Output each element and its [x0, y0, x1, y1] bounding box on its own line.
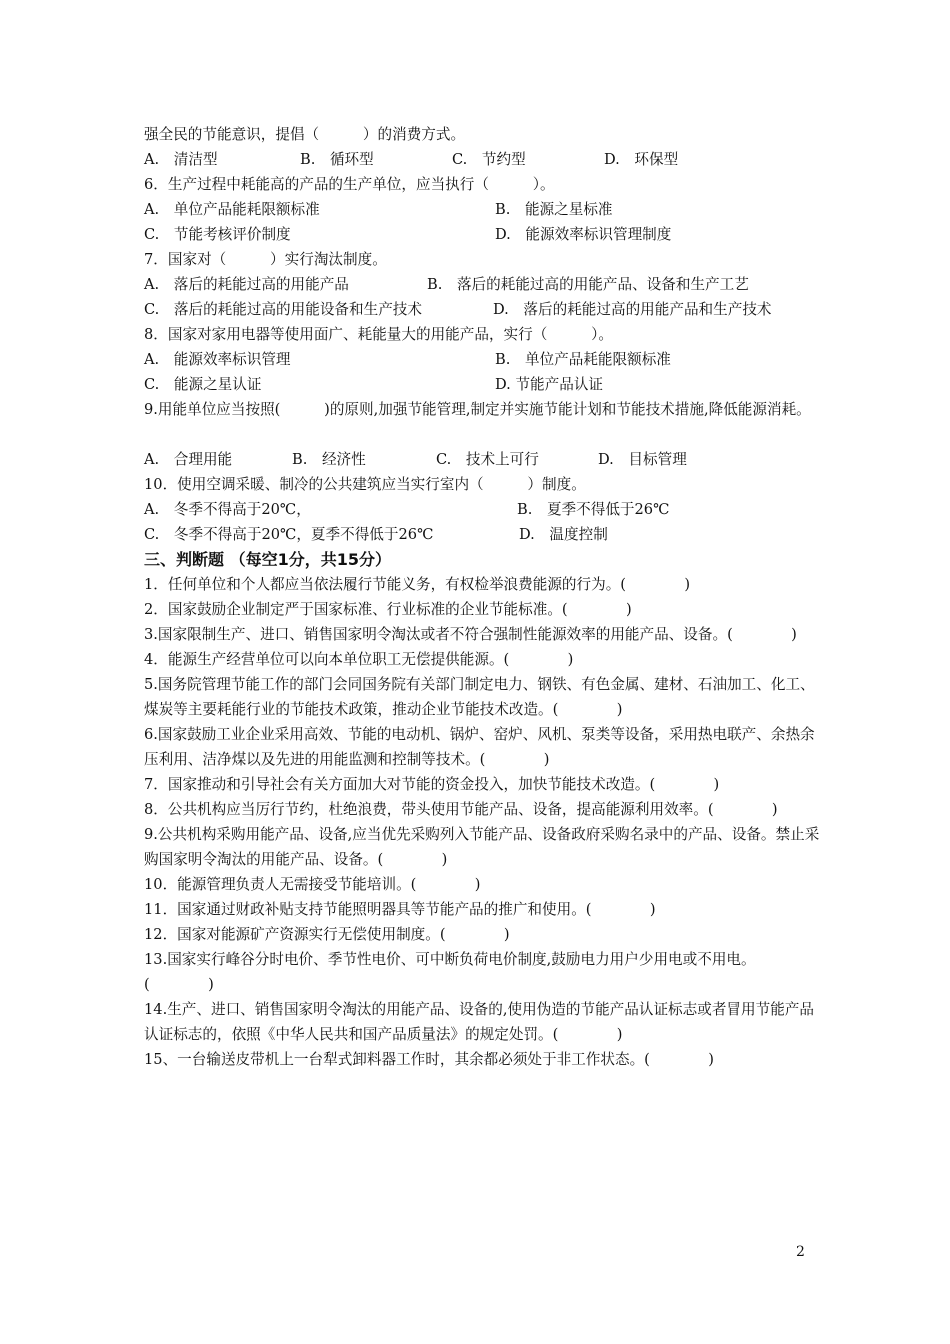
option-c: C. 技术上可行: [436, 451, 539, 468]
tf-item-11: 11．国家通过财政补贴支持节能照明器具等节能产品的推广和使用。( ): [144, 901, 656, 918]
question-8-options-row1: [144, 347, 824, 372]
option-b: B. 单位产品耗能限额标准: [495, 351, 671, 368]
option-b: B. 经济性: [292, 451, 366, 468]
option-b: B. 落后的耗能过高的用能产品、设备和生产工艺: [427, 276, 749, 293]
question-8: 8．国家对家用电器等使用面广、耗能量大的用能产品，实行（ ）。: [144, 326, 613, 343]
option-a: A. 落后的耗能过高的用能产品: [144, 276, 349, 293]
option-c: C. 能源之星认证: [144, 376, 262, 393]
option-a: A. 清洁型: [144, 151, 218, 168]
tf-item-9: 9.公共机构采购用能产品、设备,应当优先采购列入节能产品、设备政府采购名录中的产品、设备。禁止采购国家明令淘汰的用能产品、设备。( ): [144, 826, 820, 868]
tf-item-8: 8．公共机构应当厉行节约，杜绝浪费，带头使用节能产品、设备，提高能源利用效率。( ): [144, 801, 778, 818]
question-9-options: [144, 447, 824, 472]
option-a: A. 能源效率标识管理: [144, 351, 291, 368]
question-10-options-row1: [144, 497, 824, 522]
question-5-continuation: 强全民的节能意识，提倡（ ）的消费方式。: [144, 126, 466, 143]
option-a: A. 冬季不得高于20℃，: [144, 501, 311, 518]
option-b: B. 能源之星标准: [495, 201, 613, 218]
page-number: 2: [796, 1244, 805, 1260]
option-b: B. 循环型: [300, 151, 374, 168]
question-8-options-row2: [144, 372, 824, 397]
tf-item-14: 14.生产、进口、销售国家明令淘汰的用能产品、设备的,使用伪造的节能产品认证标志或者冒用节能产品认证标志的，依照《中华人民共和国产品质量法》的规定处罚。( ): [144, 1001, 814, 1043]
page-content: [144, 122, 824, 1072]
question-6-options-row2: [144, 222, 824, 247]
tf-item-10: 10．能源管理负责人无需接受节能培训。( ): [144, 876, 481, 893]
option-b: B. 夏季不得低于26℃: [517, 501, 670, 518]
question-9: 9.用能单位应当按照( )的原则,加强节能管理,制定并实施节能计划和节能技术措施,降低能源消耗。: [144, 401, 811, 418]
question-6-options-row1: [144, 197, 824, 222]
question-10: 10．使用空调采暖、制冷的公共建筑应当实行室内（ ）制度。: [144, 476, 586, 493]
tf-item-2: 2．国家鼓励企业制定严于国家标准、行业标准的企业节能标准。( ): [144, 601, 632, 618]
tf-item-1: 1．任何单位和个人都应当依法履行节能义务，有权检举浪费能源的行为。( ): [144, 576, 691, 593]
question-10-options-row2: [144, 522, 824, 547]
option-d: D. 环保型: [604, 151, 679, 168]
question-5-options: [144, 147, 824, 172]
tf-item-3: 3.国家限制生产、进口、销售国家明令淘汰或者不符合强制性能源效率的用能产品、设备。( ): [144, 626, 797, 643]
option-c: C. 落后的耗能过高的用能设备和生产技术: [144, 301, 422, 318]
option-a: A. 单位产品能耗限额标准: [144, 201, 320, 218]
question-7: 7．国家对（ ）实行淘汰制度。: [144, 251, 387, 268]
option-d: D. 能源效率标识管理制度: [495, 226, 672, 243]
tf-item-15: 15、一台输送皮带机上一台犁式卸料器工作时，其余都必须处于非工作状态。( ): [144, 1051, 714, 1068]
option-d: D. 温度控制: [519, 526, 608, 543]
tf-item-4: 4．能源生产经营单位可以向本单位职工无偿提供能源。( ): [144, 651, 574, 668]
option-d: D. 目标管理: [598, 451, 687, 468]
section-heading-true-false: 三、判断题 （每空1分，共15分）: [144, 550, 391, 569]
tf-item-6: 6.国家鼓励工业企业采用高效、节能的电动机、锅炉、窑炉、风机、泵类等设备，采用热电联产、余热余压利用、洁净煤以及先进的用能监测和控制等技术。( ): [144, 726, 815, 768]
tf-item-12: 12．国家对能源矿产资源实行无偿使用制度。( ): [144, 926, 510, 943]
question-7-options-row2: [144, 297, 824, 322]
option-c: C. 冬季不得高于20℃，夏季不得低于26℃: [144, 526, 434, 543]
tf-item-13: 13.国家实行峰谷分时电价、季节性电价、可中断负荷电价制度,鼓励电力用户少用电或不用电。( ): [144, 951, 756, 993]
question-6: 6．生产过程中耗能高的产品的生产单位，应当执行（ ）。: [144, 176, 555, 193]
tf-item-5: 5.国务院管理节能工作的部门会同国务院有关部门制定电力、钢铁、有色金属、建材、石油加工、化工、煤炭等主要耗能行业的节能技术政策，推动企业节能技术改造。( ): [144, 676, 815, 718]
question-7-options-row1: [144, 272, 824, 297]
option-d: D. 节能产品认证: [495, 376, 604, 393]
tf-item-7: 7．国家推动和引导社会有关方面加大对节能的资金投入，加快节能技术改造。( ): [144, 776, 720, 793]
option-a: A. 合理用能: [144, 451, 233, 468]
option-d: D. 落后的耗能过高的用能产品和生产技术: [493, 301, 772, 318]
option-c: C. 节约型: [452, 151, 526, 168]
option-c: C. 节能考核评价制度: [144, 226, 291, 243]
